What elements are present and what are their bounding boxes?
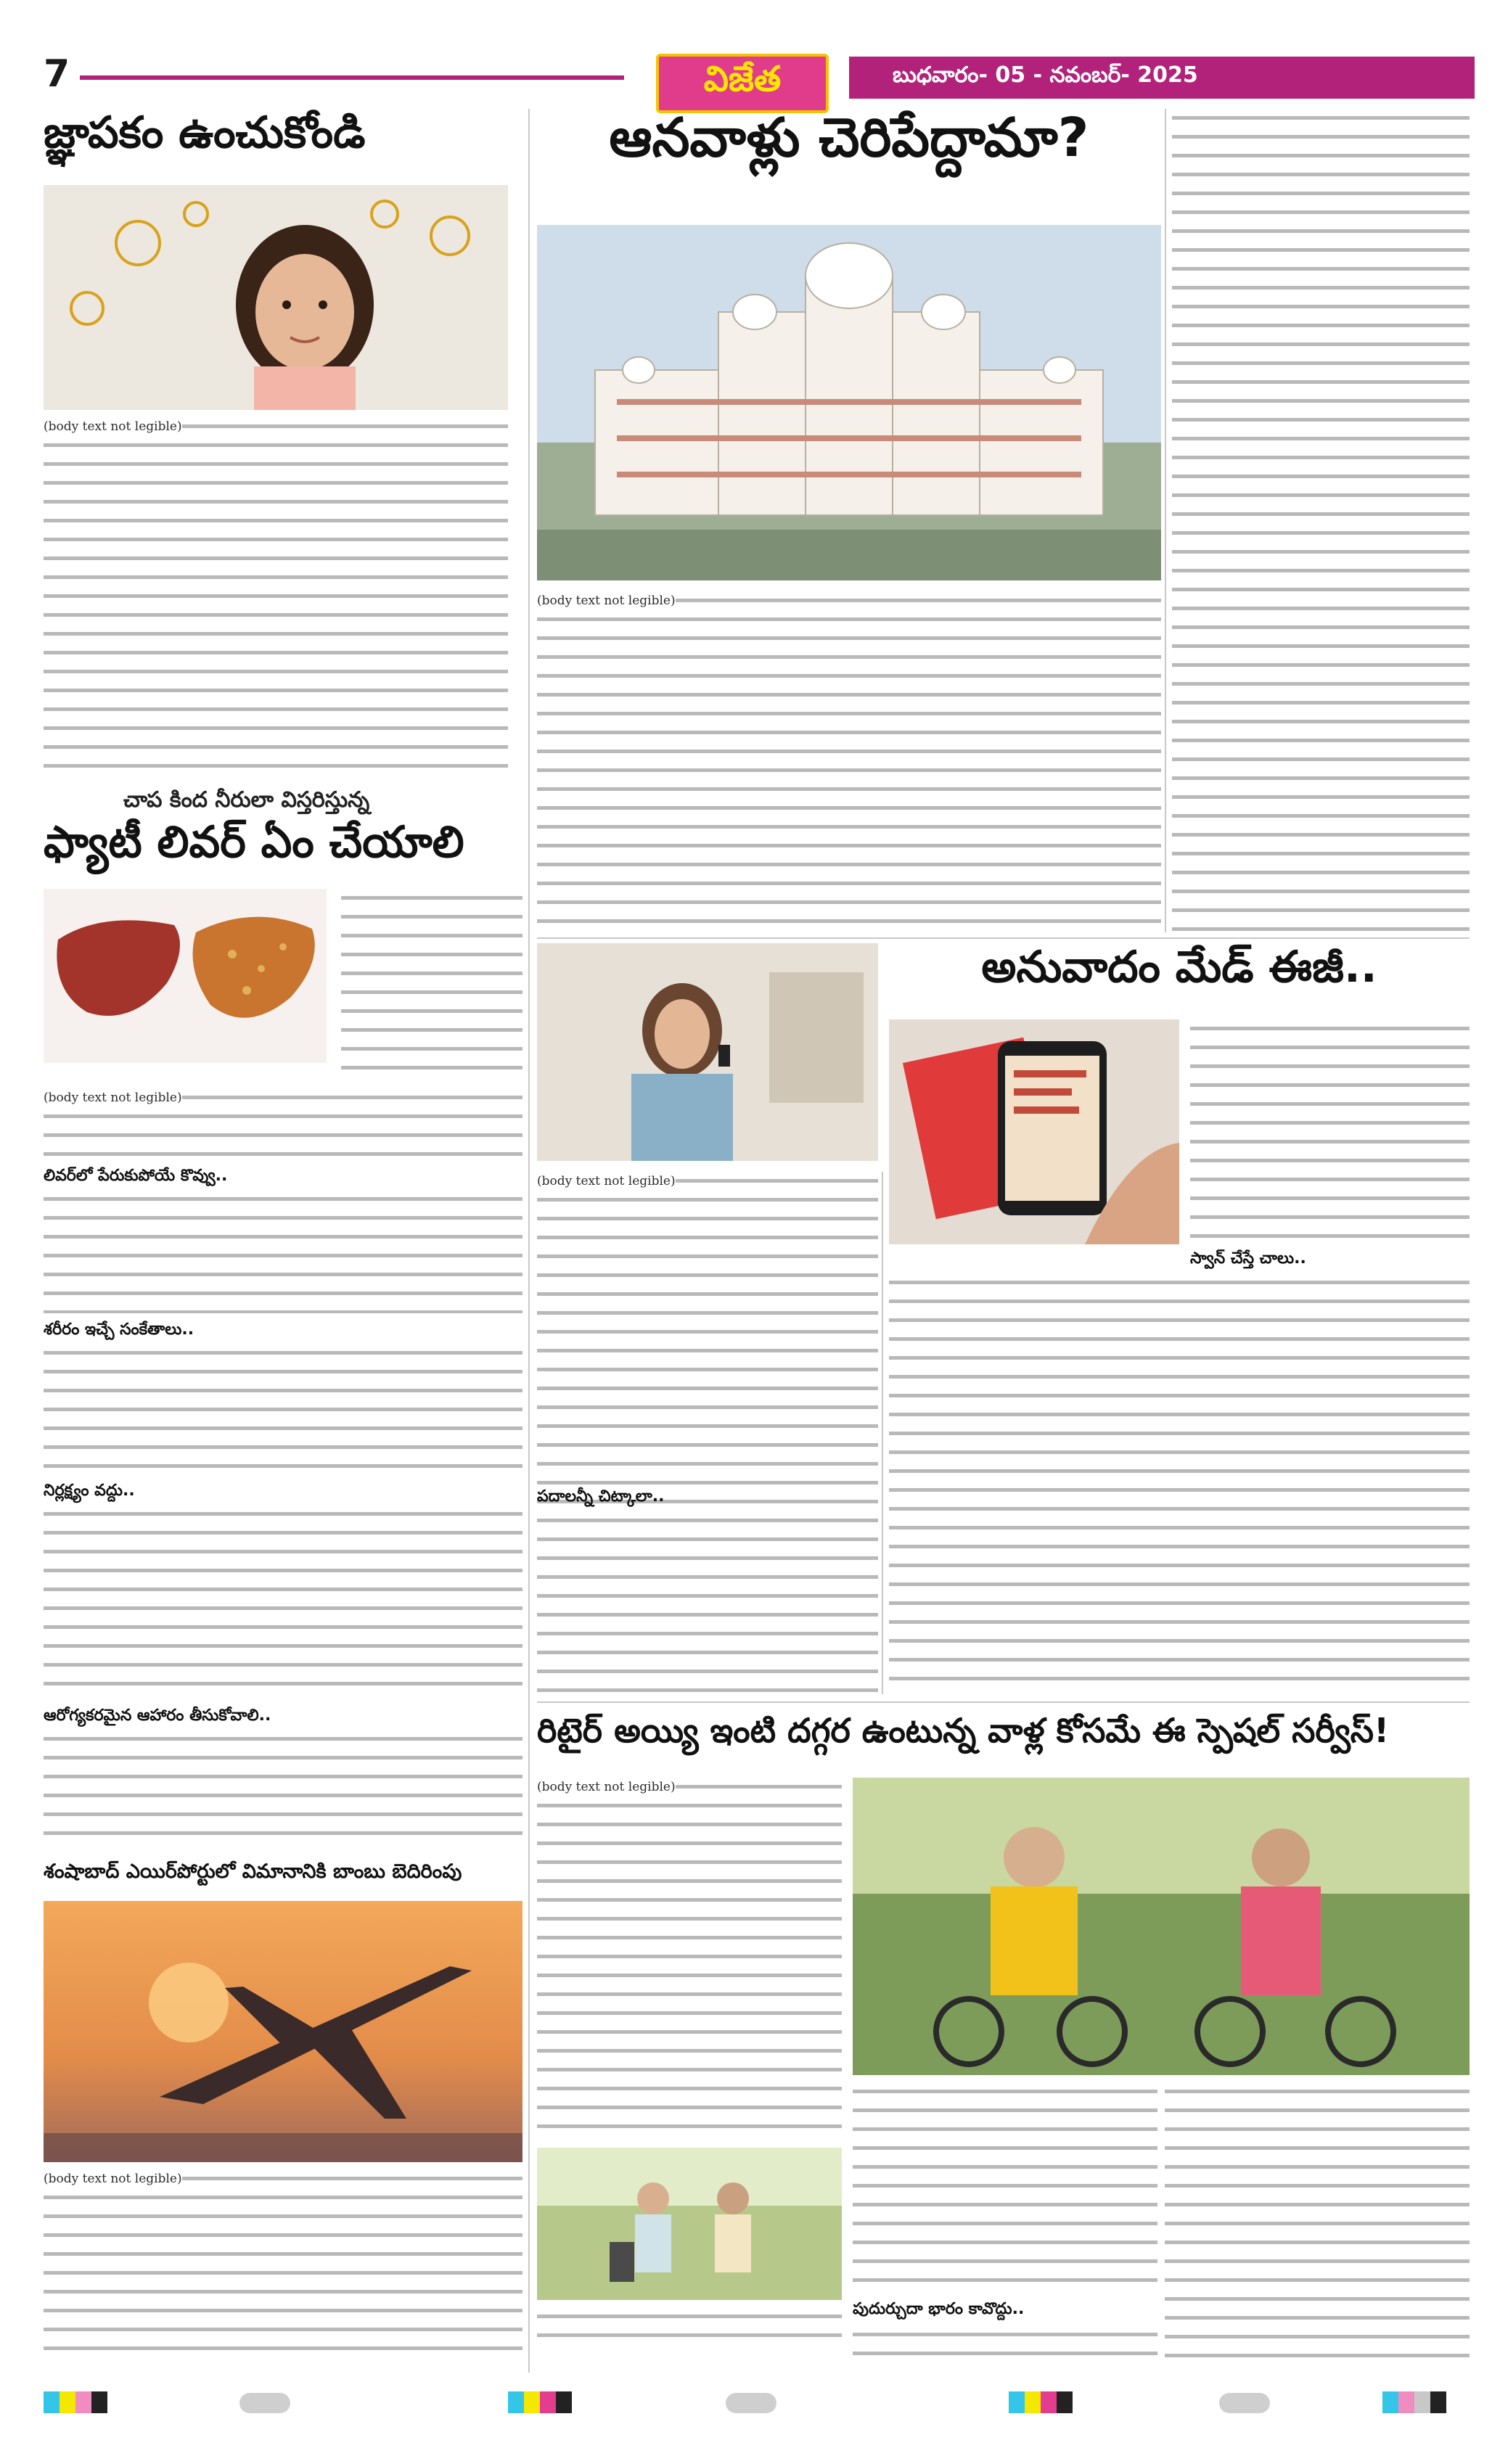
airplane-illustration [44, 1901, 522, 2162]
translation-body-text: (body text not legible) [537, 1174, 676, 1188]
column-divider-left [528, 109, 530, 2373]
memory-image [44, 185, 508, 410]
header-rule [80, 75, 624, 80]
liver-body [44, 1088, 522, 1161]
masthead-title: విజేత [703, 59, 782, 99]
registration-pill-2 [726, 2393, 776, 2413]
column-divider-main [1165, 109, 1166, 932]
phone-translate-illustration [889, 1019, 1179, 1244]
translation-image-left [537, 943, 878, 1161]
liver-subhead-1: లివర్‌లో పేరుకుపోయే కొవ్వు.. [44, 1167, 228, 1185]
retired-body-left-2 [537, 2307, 842, 2351]
date-text: బుధవారం- 05 - నవంబర్- 2025 [893, 62, 1198, 88]
girl-thinking-illustration [44, 185, 508, 410]
main-body [537, 591, 1161, 932]
color-bar-3 [1009, 2391, 1073, 2413]
color-bar-2 [508, 2391, 572, 2413]
airport-body [44, 2169, 522, 2365]
liver-subhead-2: శరీరం ఇచ్చే సంకేతాలు.. [44, 1321, 194, 1339]
translation-body-continued [889, 1273, 1470, 1694]
translation-subhead-2: పదాలన్నీ చిట్కాలా.. [537, 1487, 665, 1506]
elderly-travel-illustration [537, 2148, 842, 2300]
airport-image [44, 1901, 522, 2162]
color-bar-1 [44, 2391, 107, 2413]
translation-subhead-1: స్వాన్ చేస్తే చాలు.. [1190, 1249, 1306, 1268]
retired-body-middle [853, 2082, 1157, 2293]
liver-section-4 [44, 1730, 522, 1846]
liver-section-1 [44, 1190, 522, 1313]
memory-body [44, 417, 508, 780]
registration-pill-1 [239, 2393, 290, 2413]
retired-image-small [537, 2148, 842, 2300]
woman-phone-illustration [537, 943, 878, 1161]
secretariat-building-illustration [537, 225, 1161, 580]
liver-kicker: చాప కింద నీరులా విస్తరిస్తున్న [123, 787, 370, 813]
memory-headline: జ్ఞాపకం ఉంచుకోండి [44, 107, 366, 158]
liver-illustration [44, 889, 327, 1063]
translation-headline: అనువాదం మేడ్ ఈజీ.. [981, 942, 1377, 993]
elderly-couple-bicycles-illustration [853, 1778, 1470, 2075]
liver-headline: ఫ్యాటీ లివర్ ఏం చేయాలి [44, 817, 464, 868]
registration-pill-3 [1219, 2393, 1270, 2413]
retired-subhead-1: పుదుర్చుదా భారం కావొద్దు.. [853, 2300, 1025, 2318]
liver-section-2 [44, 1344, 522, 1474]
liver-subhead-4: ఆరోగ్యకరమైన ఆహారం తీసుకోవాలి.. [44, 1707, 271, 1725]
main-image [537, 225, 1161, 580]
retired-image [853, 1778, 1470, 2075]
section-divider-1 [537, 937, 1470, 939]
color-bar-4 [1382, 2391, 1446, 2413]
liver-intro [341, 889, 522, 1085]
translation-body [537, 1172, 878, 1694]
airport-headline: శంషాబాద్ ఎయిర్‌పోర్టులో విమానానికి బాంబు బెదిరింపు [44, 1860, 462, 1883]
section-divider-2 [537, 1701, 1470, 1703]
liver-body-text: (body text not legible) [44, 1091, 182, 1105]
main-body-continued [1172, 109, 1470, 932]
airport-body-text: (body text not legible) [44, 2172, 182, 2186]
translation-body-right [1190, 1019, 1470, 1244]
retired-headline: రిటైర్ అయ్యి ఇంటి దగ్గర ఉంటున్న వాళ్ల కోసమే ఈ స్పెషల్ సర్వీస్! [537, 1711, 1390, 1750]
liver-subhead-3: నిర్లక్ష్యం వద్దు.. [44, 1482, 135, 1500]
retired-body-left [537, 1778, 842, 2140]
date-bar [849, 57, 1475, 99]
retired-body-right [1165, 2082, 1470, 2369]
liver-section-3 [44, 1505, 522, 1701]
main-headline: ఆనవాళ్లు చెరిపేద్దామా? [609, 107, 1089, 169]
page-number: 7 [44, 52, 70, 96]
masthead-logo[interactable] [656, 54, 829, 113]
memory-body-text: (body text not legible) [44, 419, 182, 434]
column-divider-translation [882, 1172, 883, 1694]
translation-image-right [889, 1019, 1179, 1244]
retired-body-text: (body text not legible) [537, 1780, 676, 1794]
retired-body-middle-2 [853, 2325, 1157, 2369]
main-body-text: (body text not legible) [537, 594, 676, 608]
liver-image [44, 889, 327, 1063]
